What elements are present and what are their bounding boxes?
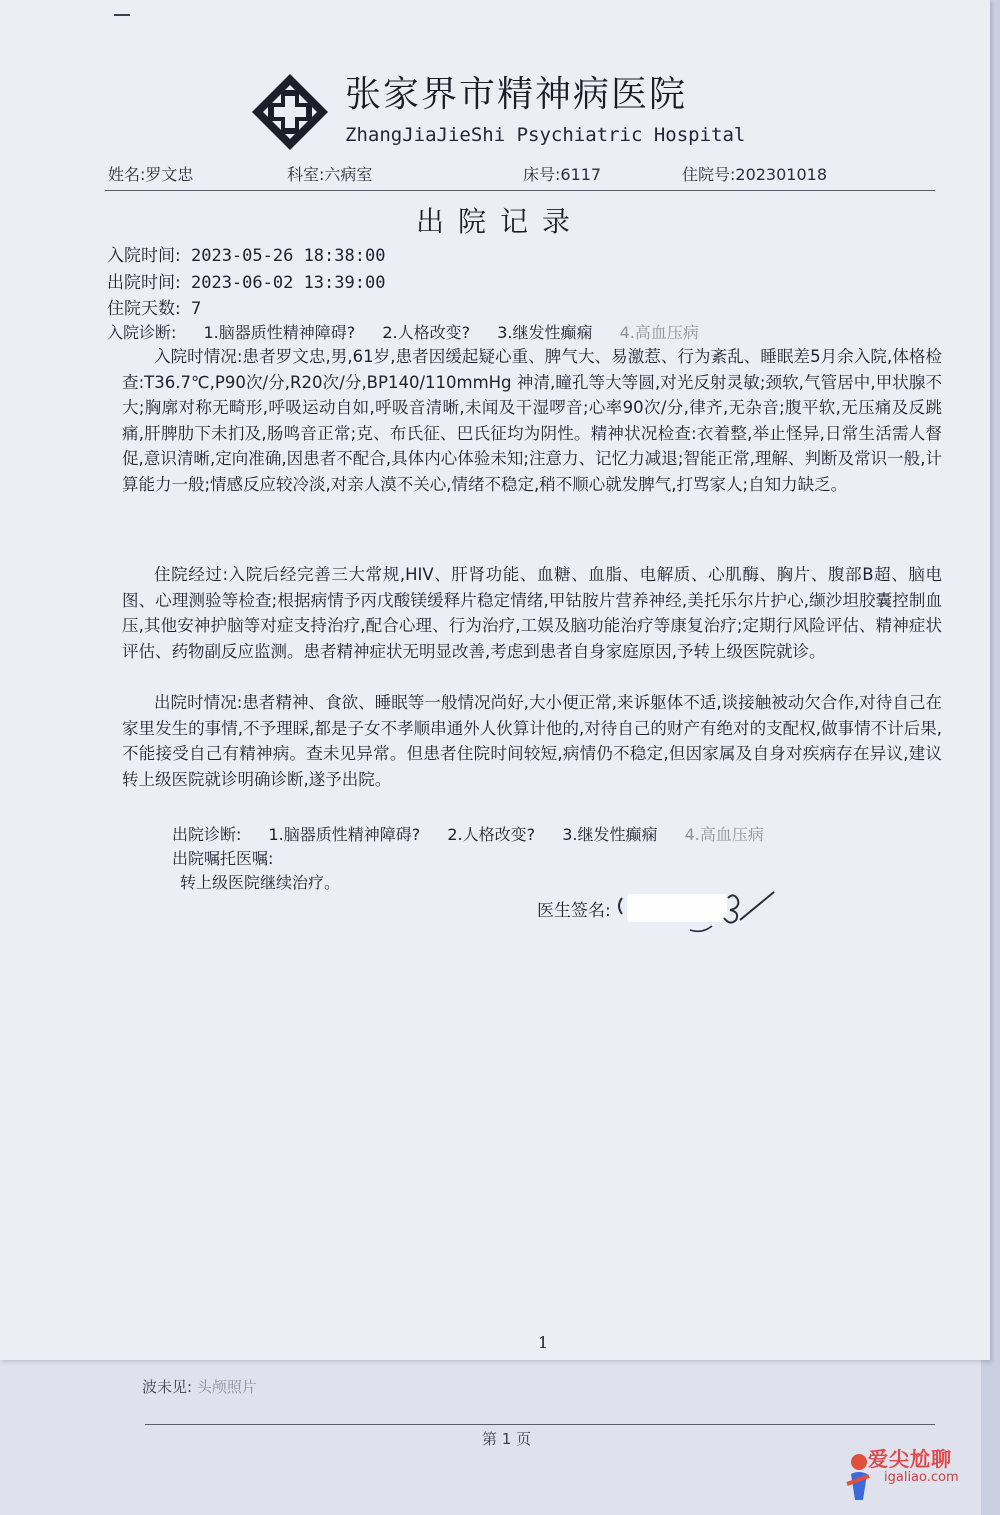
hospital-course-paragraph: 住院经过:入院后经完善三大常规,HIV、肝肾功能、血糖、血脂、电解质、心肌酶、胸片、腹部B超、脑电图、心理测验等检查;根据病情予丙戊酸镁缓释片稳定情绪,甲钴胺片营养神经,美托乐尔片护心,缬沙坦胶囊控制血压,其他安神护脑等对症支持治疗,配合心理、行为治疗,工娱及脑功能治疗等康复治疗;定期行风险评估、精神症状评估、药物副反应监测。患者精神症状无明显改善,考虑到患者自身家庭原因,予转上级医院就诊。 (122, 565, 942, 661)
footer-divider (145, 1424, 935, 1425)
hospital-name-en: ZhangJiaJieShi Psychiatric Hospital (345, 124, 746, 146)
stay-days-label: 住院天数: (107, 299, 181, 319)
discharge-time-label: 出院时间: (107, 273, 181, 293)
underlying-page-note (142, 1376, 257, 1397)
discharge-orders-label: 出院嘱托医嘱: (172, 849, 274, 868)
patient-bed: 床号:6117 (523, 165, 602, 184)
header-divider (105, 190, 935, 191)
hospital-cross-logo-icon (250, 72, 330, 152)
admission-condition-paragraph: 入院时情况:患者罗文忠,男,61岁,患者因缓起疑心重、脾气大、易激惹、行为紊乱、睡眠差5月余入院,体格检查:T36.7℃,P90次/分,R20次/分,BP140/110mmHg 神清,瞳孔等大等圆,对光反射灵敏;颈软,气管居中,甲状腺不大;胸廓对称无畸形,呼吸运动自如,呼吸音清晰,未闻及干湿啰音;心率90次/分,律齐,无杂音;腹平软,无压痛及反跳痛,肝脾肋下未扪及,肠鸣音正常;克、布氏征、巴氏征均为阴性。精神状况检查:衣着整,举止怪异,日常生活需人督促,意识清晰,定向准确,因患者不配合,具体内心体验未知;注意力、记忆力减退;智能正常,理解、判断及常识一般,计算能力一般;情感反应较冷淡,对亲人漠不关心,情绪不稳定,稍不顺心就发脾气,打骂家人;自知力缺乏。 (122, 347, 942, 494)
discharge-diagnosis-item: 1.脑器质性精神障碍? (268, 825, 421, 844)
admission-diagnosis-item: 4.高血压病 (619, 323, 699, 342)
patient-name: 姓名:罗文忠 (108, 165, 194, 184)
discharge-diagnosis-label: 出院诊断: (172, 825, 242, 844)
discharge-diagnosis-row (172, 822, 786, 845)
doctor-signature-label: 医生签名: (537, 901, 611, 921)
note-prefix: 波未见: (142, 1378, 193, 1396)
discharge-time-row (107, 268, 385, 293)
page-number: 1 (538, 1333, 549, 1352)
watermark-text: 爱尖尬聊 (868, 1447, 952, 1471)
admission-diagnosis-label: 入院诊断: (107, 323, 177, 342)
discharge-diagnosis-item: 4.高血压病 (684, 825, 764, 844)
admission-diagnosis-item: 2.人格改变? (382, 323, 471, 342)
discharge-orders-text: 转上级医院继续治疗。 (180, 873, 341, 892)
watermark-url: igaliao.com (884, 1470, 959, 1485)
corner-mark (114, 14, 130, 16)
admit-time-label: 入院时间: (107, 246, 181, 266)
admission-diagnosis-row (107, 320, 721, 343)
admission-diagnosis-item: 3.继发性癫痫 (497, 323, 593, 342)
admit-time-row (107, 241, 385, 266)
admission-diagnosis-item: 1.脑器质性精神障碍? (203, 323, 356, 342)
handwritten-signature-icon (610, 880, 790, 940)
discharge-time-value: 2023-06-02 13:39:00 (190, 273, 386, 293)
discharge-diagnosis-item: 3.继发性癫痫 (562, 825, 658, 844)
patient-department: 科室:六病室 (287, 165, 373, 184)
stay-days-value: 7 (190, 299, 202, 319)
discharge-condition-paragraph: 出院时情况:患者精神、食欲、睡眠等一般情况尚好,大小便正常,来诉躯体不适,谈接触被动欠合作,对待自己在家里发生的事情,不予理睬,都是子女不孝顺串通外人伙算计他的,对待自己的财产有绝对的支配权,做事情不计后果,不能接受自己有精神病。查未见异常。但患者住院时间较短,病情仍不稳定,但因家属及自身对疾病存在异议,建议转上级医院就诊明确诊断,遂予出院。 (122, 693, 942, 789)
discharge-diagnosis-item: 2.人格改变? (447, 825, 536, 844)
patient-admission-no: 住院号:202301018 (682, 165, 828, 184)
note-rest: 头颅照片 (196, 1378, 257, 1396)
hospital-name-cn: 张家界市精神病医院 (345, 74, 688, 115)
document-title: 出院记录 (415, 205, 584, 238)
footer-page-number: 第 1 页 (482, 1430, 532, 1448)
admit-time-value: 2023-05-26 18:38:00 (190, 246, 386, 266)
stay-days-row (107, 294, 201, 319)
